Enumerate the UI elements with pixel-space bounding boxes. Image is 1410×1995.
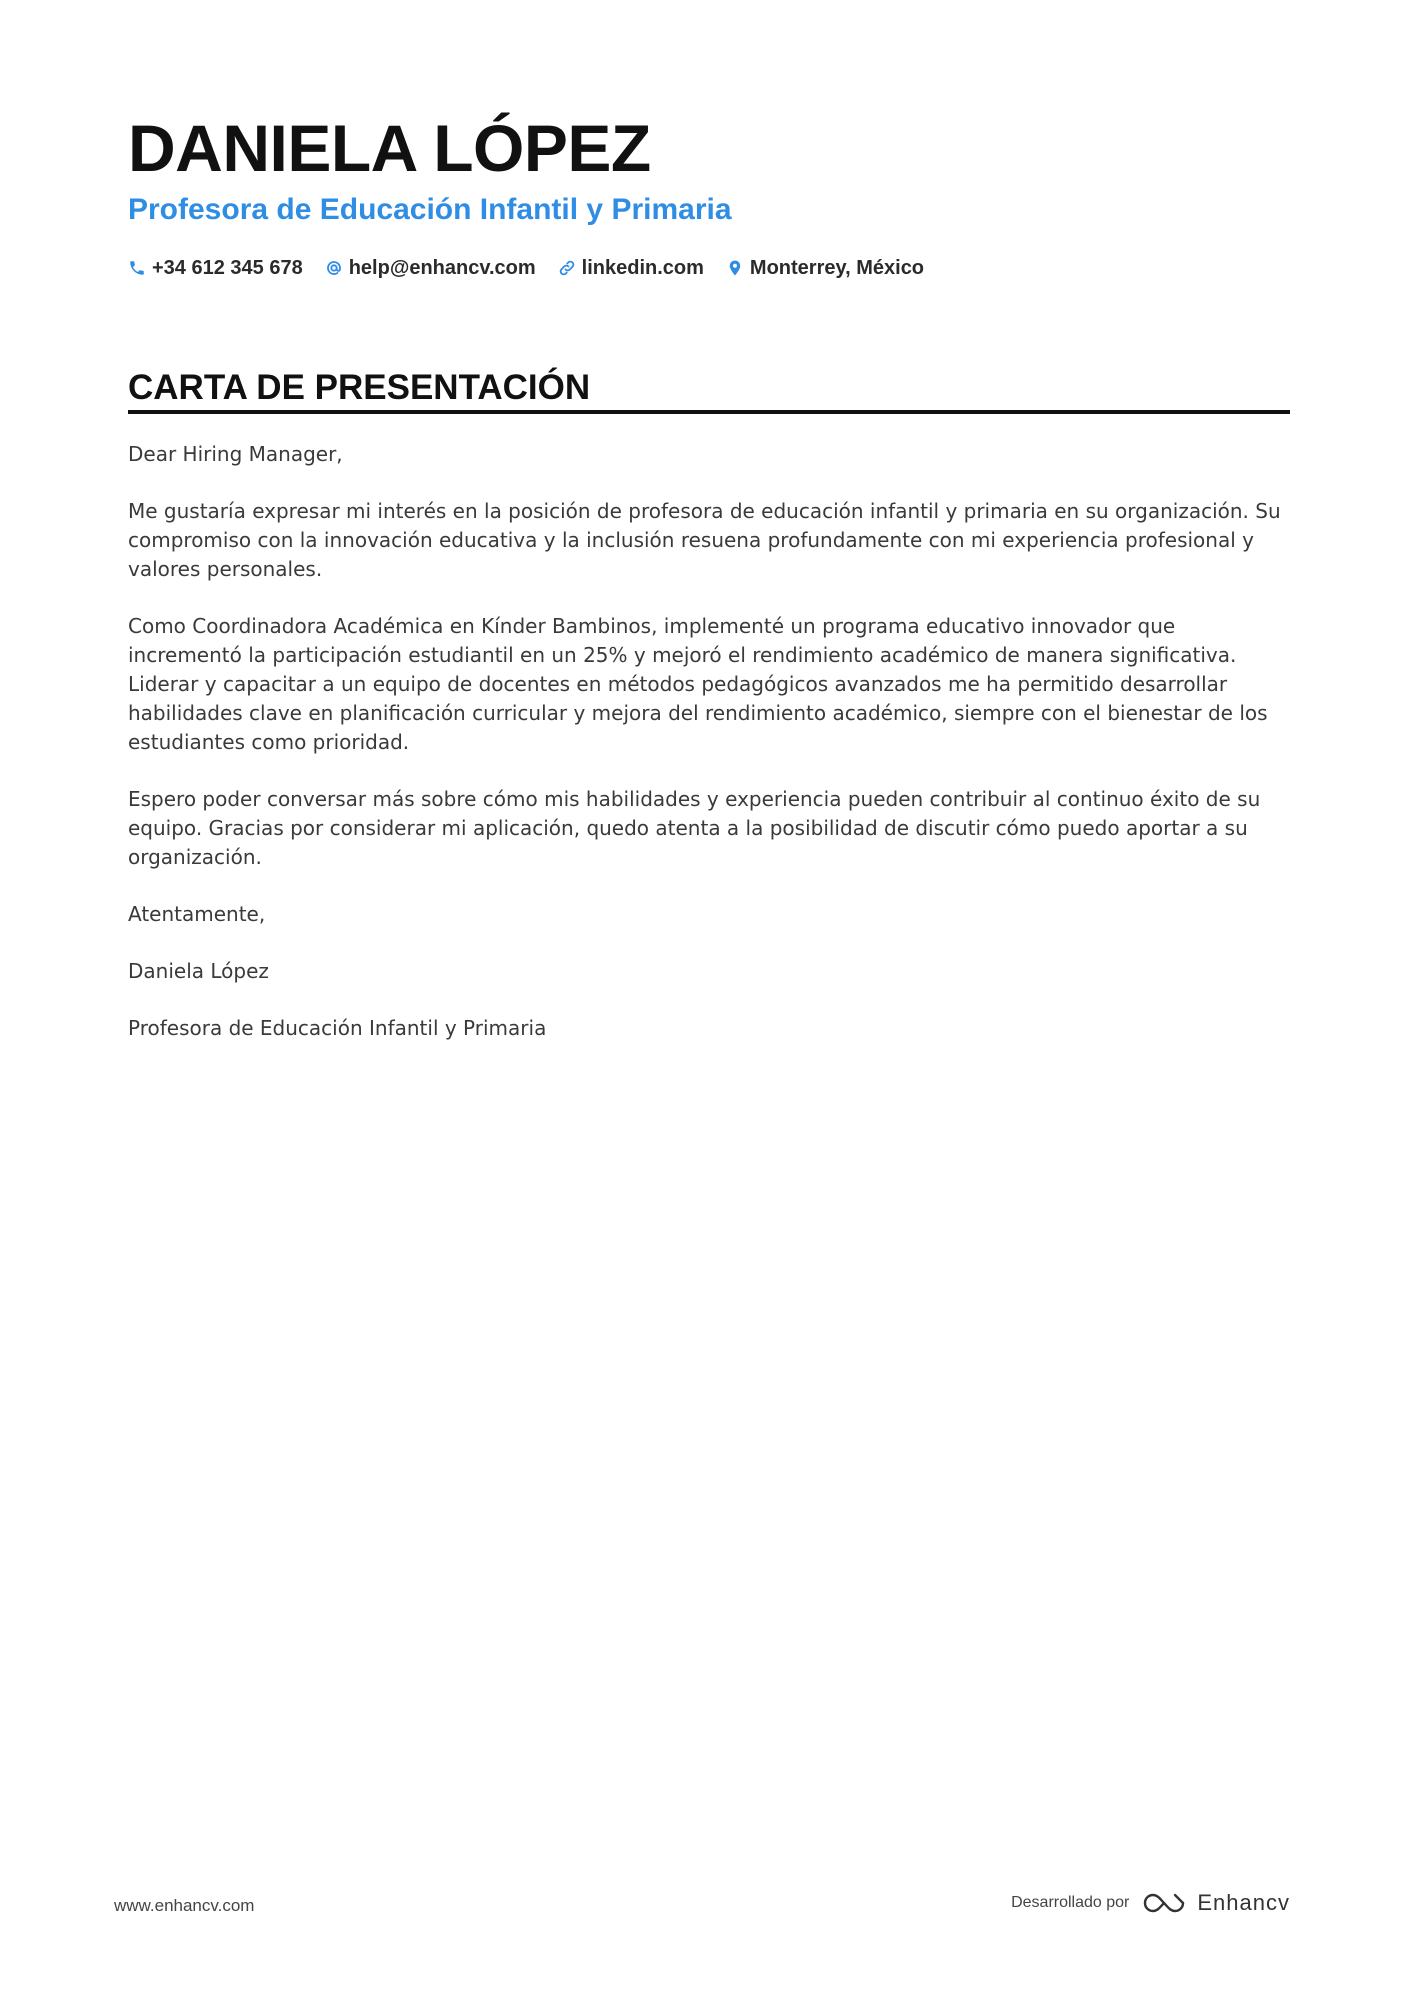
letter-body — [128, 440, 1290, 1071]
section-title: CARTA DE PRESENTACIÓN — [128, 368, 591, 407]
letter-signature-title: Profesora de Educación Infantil y Primaria — [128, 1016, 547, 1040]
letter-signature-name: Daniela López — [128, 959, 269, 983]
applicant-job-title: Profesora de Educación Infantil y Primaria — [128, 193, 732, 226]
letter-paragraph-2: Como Coordinadora Académica en Kínder Bambinos, implementé un programa educativo innovador que incrementó la participación estudiantil en un 25% y mejoró el rendimiento académico de manera significativa. Liderar y capacitar a un equipo de docentes en métodos pedagógicos avanzados me ha permitido desarrollar habilidades clave en planificación curricular y mejora del rendimiento académico, siempre con el bienestar de los estudiantes como prioridad. — [128, 614, 1268, 754]
letter-paragraph-3: Espero poder conversar más sobre cómo mis habilidades y experiencia pueden contribuir al continuo éxito de su equipo. Gracias por considerar mi aplicación, quedo atenta a la posibilidad de discutir cómo puedo aportar a su organización. — [128, 787, 1261, 869]
contact-phone — [128, 257, 303, 280]
contact-email-text: help@enhancv.com — [348, 256, 536, 279]
contact-location — [726, 257, 924, 280]
applicant-name: DANIELA LÓPEZ — [128, 111, 651, 185]
at-icon — [325, 259, 343, 277]
contact-phone-text: +34 612 345 678 — [152, 256, 303, 279]
powered-by-label: Desarrollado por — [1011, 1894, 1130, 1911]
contact-linkedin — [558, 257, 704, 280]
footer-brand — [1011, 1888, 1290, 1918]
brand-name: Enhancv — [1197, 1890, 1290, 1915]
contact-email — [325, 257, 536, 280]
section-divider — [128, 410, 1290, 414]
phone-icon — [128, 259, 146, 277]
contact-location-text: Monterrey, México — [749, 256, 925, 279]
letter-paragraph-1: Me gustaría expresar mi interés en la posición de profesora de educación infantil y primaria en su organización. Su compromiso con la innovación educativa y la inclusión resuena profundamente con mi experiencia profesional y valores personales. — [128, 499, 1281, 581]
letter-greeting: Dear Hiring Manager, — [128, 442, 343, 466]
footer-website-link[interactable]: www.enhancv.com — [114, 1896, 255, 1915]
contact-bar — [128, 252, 946, 284]
location-icon — [726, 259, 744, 277]
letter-closing: Atentamente, — [128, 902, 266, 926]
contact-linkedin-text: linkedin.com — [581, 256, 704, 279]
enhancv-logo-icon — [1141, 1890, 1187, 1916]
link-icon — [558, 259, 576, 277]
